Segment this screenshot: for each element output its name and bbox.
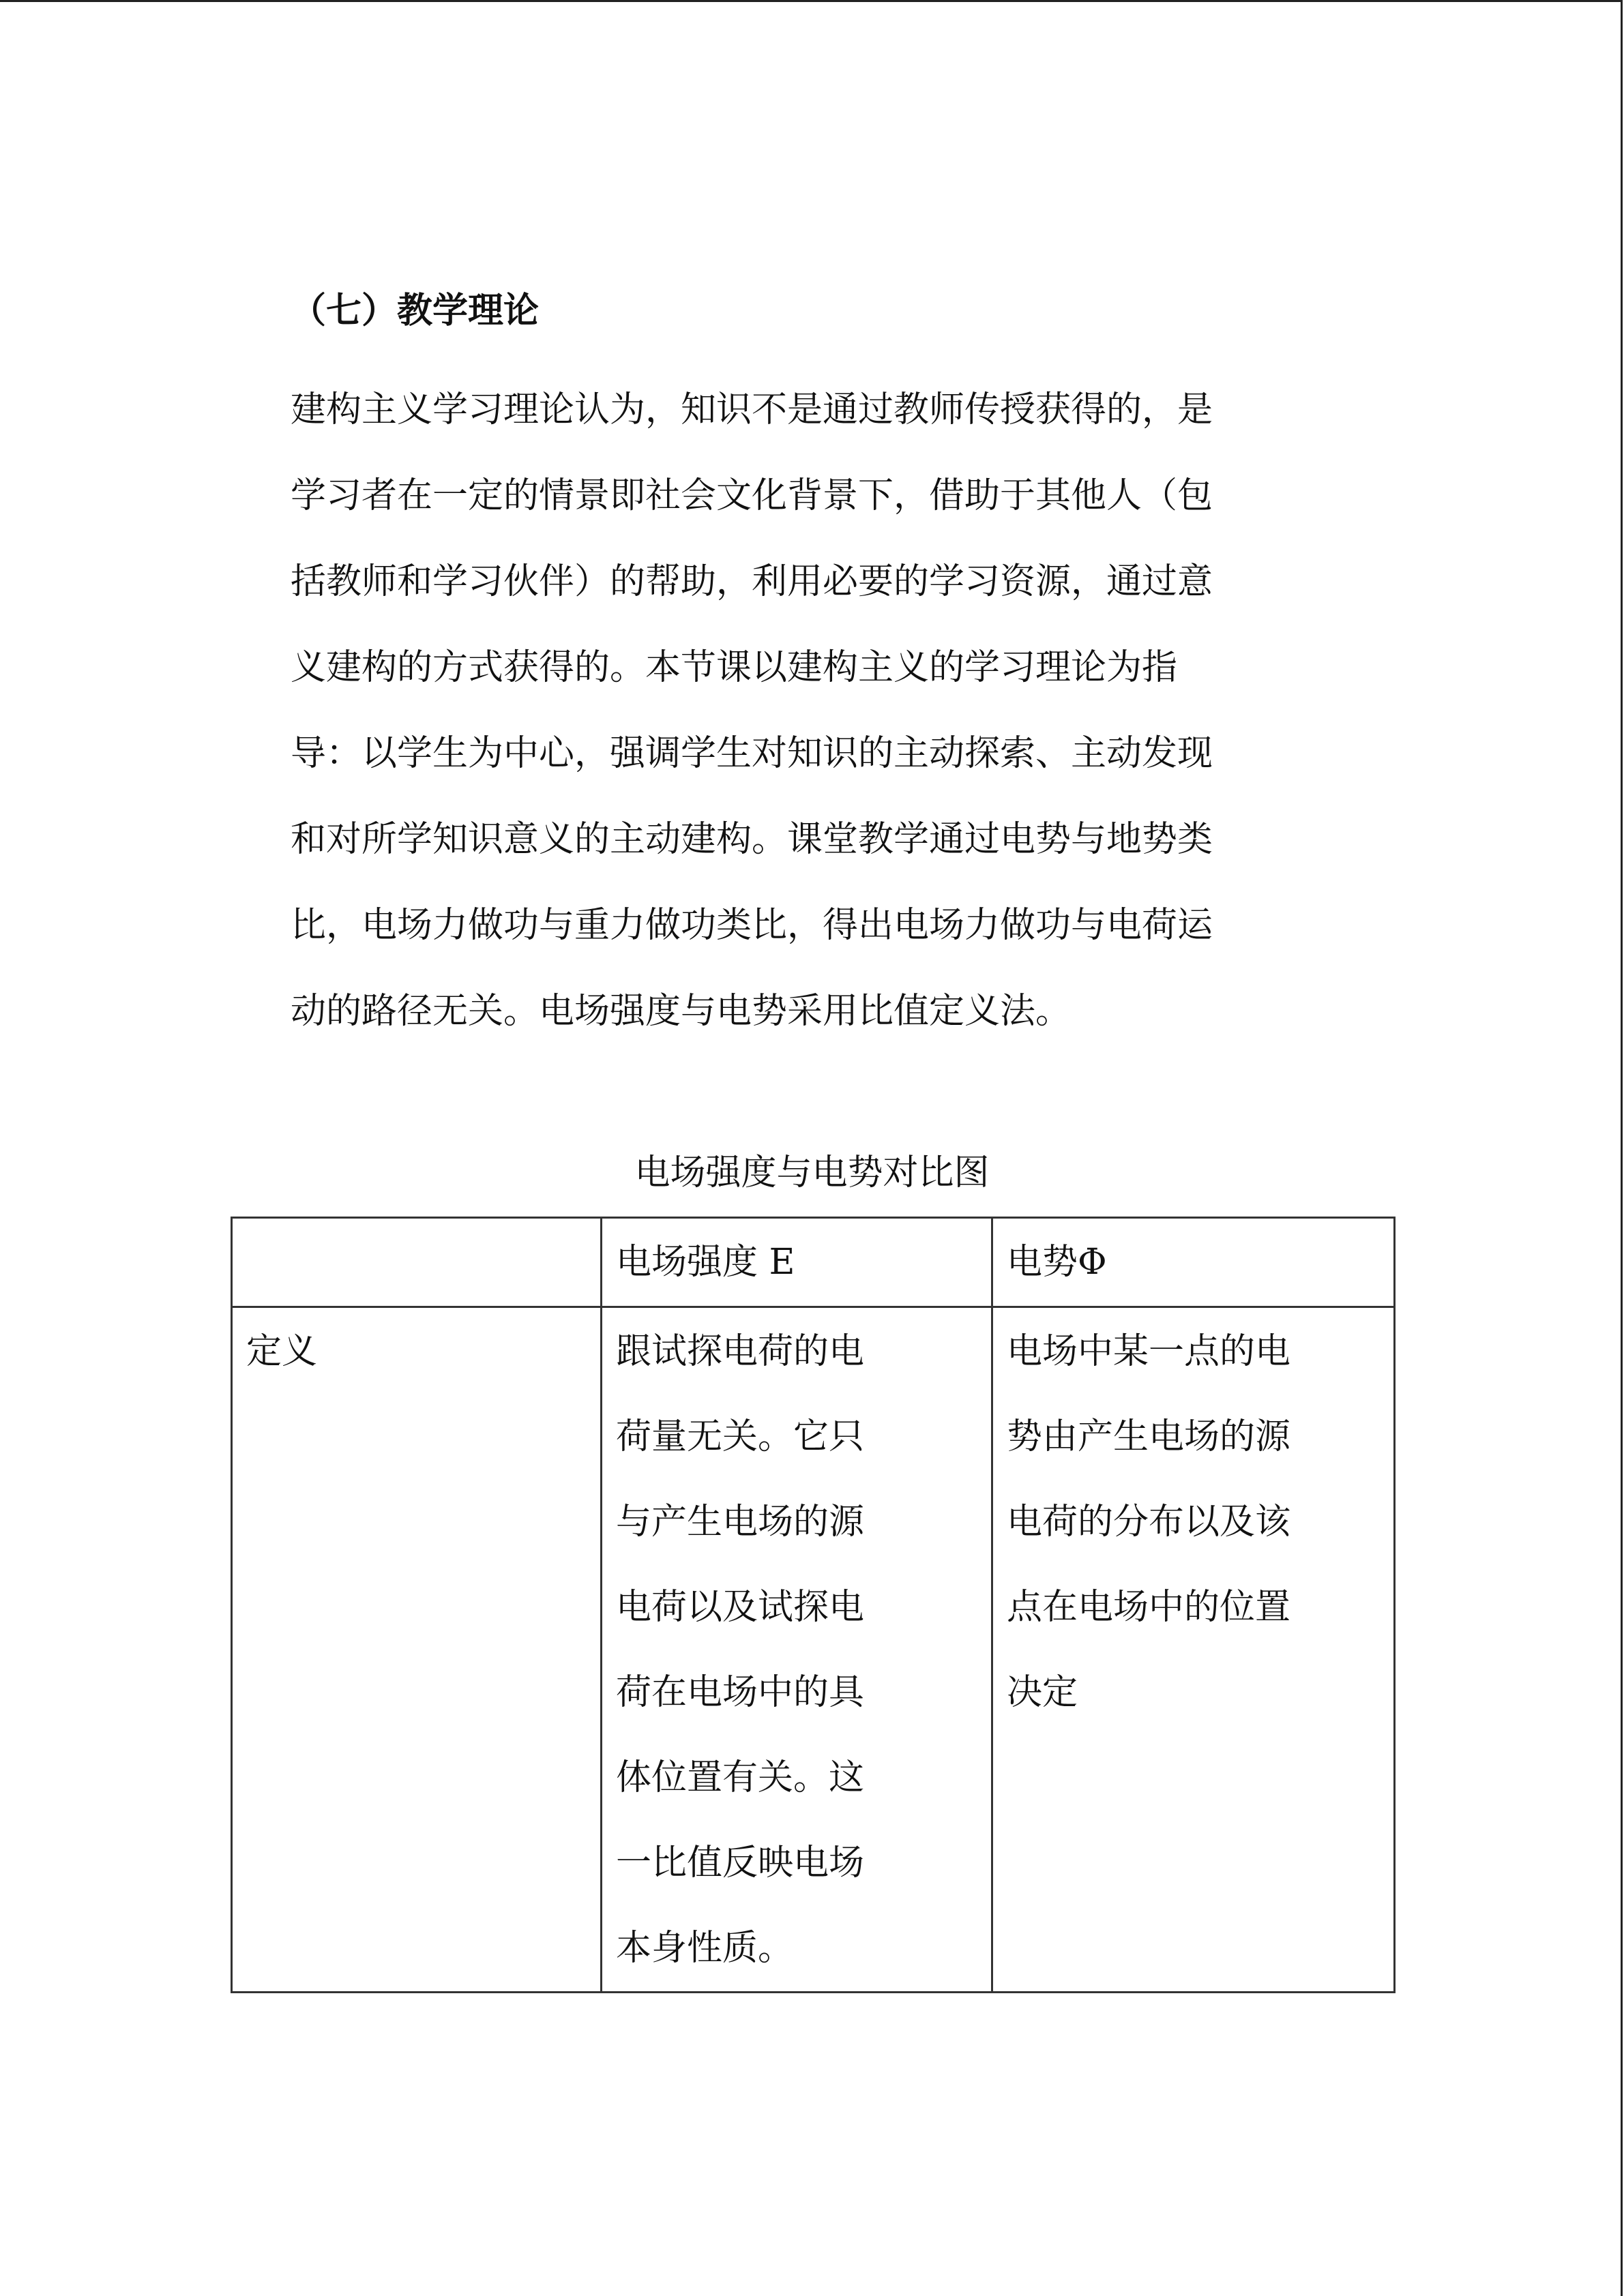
cell-line: 势由产生电场的源	[1007, 1416, 1291, 1457]
header-cell-field-strength: 电场强度 E	[602, 1218, 992, 1307]
row-label-cell	[232, 1307, 602, 1993]
paragraph-line: 导：以学生为中心，强调学生对知识的主动探索、主动发现	[291, 733, 1213, 774]
comparison-table	[231, 1217, 1396, 1993]
cell-line: 与产生电场的源	[616, 1502, 865, 1542]
header-cell-empty	[232, 1218, 602, 1307]
potential-definition-cell	[992, 1307, 1395, 1993]
row-label: 定义	[246, 1331, 318, 1372]
body-paragraph	[291, 367, 1293, 1054]
cell-line: 荷量无关。它只	[616, 1416, 865, 1457]
paragraph-line: 学习者在一定的情景即社会文化背景下，借助于其他人（包	[291, 475, 1213, 516]
cell-line: 本身性质。	[616, 1928, 794, 1969]
header-cell-potential: 电势Φ	[992, 1218, 1395, 1307]
section-heading: （七）教学理论	[291, 290, 540, 331]
paragraph-line: 括教师和学习伙伴）的帮助，利用必要的学习资源，通过意	[291, 561, 1213, 602]
cell-line: 电场中某一点的电	[1007, 1331, 1291, 1372]
cell-line: 点在电场中的位置	[1007, 1587, 1291, 1628]
table-header-row	[232, 1218, 1395, 1307]
cell-line: 电荷的分布以及该	[1007, 1502, 1291, 1542]
paragraph-line: 义建构的方式获得的。本节课以建构主义的学习理论为指	[291, 647, 1178, 688]
paragraph-line: 和对所学知识意义的主动建构。课堂教学通过电势与地势类	[291, 819, 1213, 860]
table-row	[232, 1307, 1395, 1993]
cell-line: 电荷以及试探电	[616, 1587, 865, 1628]
cell-line: 决定	[1007, 1672, 1078, 1713]
cell-line: 跟试探电荷的电	[616, 1331, 865, 1372]
paragraph-line: 比，电场力做功与重力做功类比，得出电场力做功与电荷运	[291, 905, 1213, 946]
field-strength-definition-cell	[602, 1307, 992, 1993]
cell-line: 一比值反映电场	[616, 1843, 865, 1883]
cell-line: 荷在电场中的具	[616, 1672, 865, 1713]
cell-line: 体位置有关。这	[616, 1757, 865, 1798]
paragraph-line: 建构主义学习理论认为，知识不是通过教师传授获得的，是	[291, 389, 1213, 430]
table-caption: 电场强度与电势对比图	[634, 1152, 990, 1193]
paragraph-line: 动的路径无关。电场强度与电势采用比值定义法。	[291, 991, 1072, 1032]
